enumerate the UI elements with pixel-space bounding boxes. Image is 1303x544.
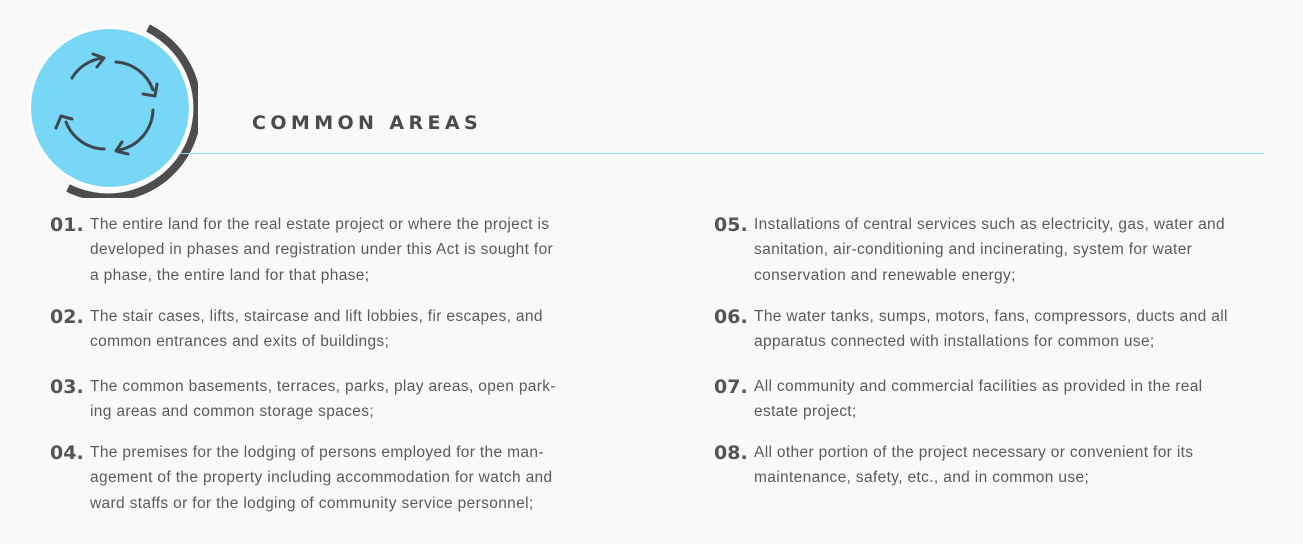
- item-text-line: The common basements, terraces, parks, play areas, open park-: [90, 378, 556, 395]
- item-number: 05.: [714, 214, 748, 236]
- item-text-line: conservation and renewable energy;: [754, 266, 1016, 284]
- item-text: [754, 212, 1250, 288]
- item-text: [90, 440, 586, 516]
- item-text-line: sanitation, air-conditioning and incinerating, system for water: [754, 241, 1193, 259]
- item-number: 06.: [714, 306, 748, 328]
- item-number: 04.: [50, 442, 84, 464]
- item-text-line: ward staffs or for the lodging of community service personnel;: [90, 494, 534, 512]
- item-text-line: Installations of central services such as electricity, gas, water and: [754, 216, 1225, 233]
- item-text-line: The entire land for the real estate project or where the project is: [90, 216, 550, 233]
- item-text-line: All community and commercial facilities as provided in the real: [754, 378, 1203, 395]
- item-text: [90, 212, 586, 288]
- item-text: [90, 304, 586, 355]
- item-number: 01.: [50, 214, 84, 236]
- item-text: [754, 304, 1250, 355]
- item-text-line: estate project;: [754, 403, 857, 421]
- header-badge: [24, 24, 198, 198]
- item-text-line: The premises for the lodging of persons employed for the man-: [90, 444, 544, 461]
- item-number: 07.: [714, 376, 748, 398]
- item-text-line: a phase, the entire land for that phase;: [90, 266, 370, 284]
- item-text-line: apparatus connected with installations for common use;: [754, 333, 1155, 351]
- item-text-line: ing areas and common storage spaces;: [90, 403, 375, 421]
- item-text: [754, 374, 1250, 425]
- item-text-line: common entrances and exits of buildings;: [90, 333, 390, 351]
- item-number: 02.: [50, 306, 84, 328]
- page-title: COMMON AREAS: [252, 112, 483, 134]
- item-text-line: developed in phases and registration under this Act is sought for: [90, 241, 554, 259]
- cycle-arrows-icon: [24, 24, 198, 198]
- item-text-line: The stair cases, lifts, staircase and lift lobbies, fir escapes, and: [90, 308, 543, 325]
- item-text-line: The water tanks, sumps, motors, fans, compressors, ducts and all: [754, 308, 1228, 325]
- item-text: [90, 374, 586, 425]
- item-text-line: agement of the property including accommodation for watch and: [90, 469, 553, 487]
- item-text-line: All other portion of the project necessary or convenient for its: [754, 444, 1194, 461]
- item-text: [754, 440, 1250, 491]
- item-number: 08.: [714, 442, 748, 464]
- item-number: 03.: [50, 376, 84, 398]
- header-divider: [180, 153, 1264, 154]
- item-text-line: maintenance, safety, etc., and in common use;: [754, 469, 1090, 487]
